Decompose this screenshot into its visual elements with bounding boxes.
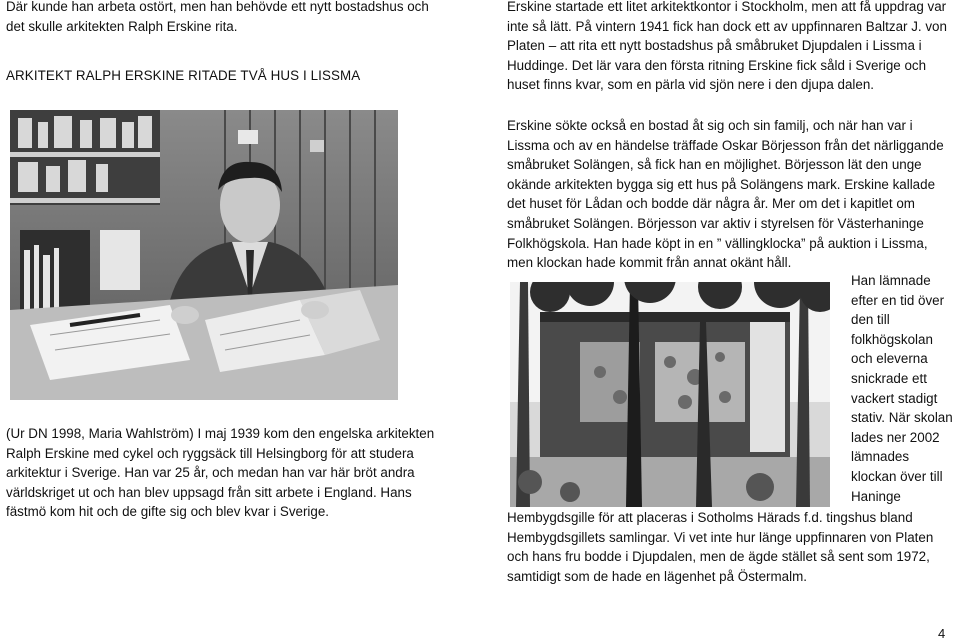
- side-paragraph: Han lämnade efter en tid över den till folkhögskolan och eleverna snickrade ett vackert stadigt stativ. När skolan lades ner 2002 lämnades klockan över till Haninge: [851, 273, 953, 504]
- erskine-portrait-photo: [10, 110, 398, 400]
- paragraph-2: Erskine sökte också en bostad åt sig och sin familj, och när han var i Lissma och av en händelse träffade Oskar Börjesson från det närliggande småbruket Solängen, så fick han en möjlighet. Börjesson lät den unge okände arkitekten bygga sig ett hus på Solängens mark. Erskine kallade det huset för Lådan och bodde där några år. Mer om det i kapitlet om småbruket Solängen. Börjesson var aktiv i styrelsen för Västerhaninge Folkhögskola. Han hade köpt in en ” vällingklocka” på auktion i Lissma, men klockan hade kommit från annat okänt håll.: [507, 118, 944, 271]
- photo-caption: (Ur DN 1998, Maria Wahlström) I maj 1939 kom den engelska arkitekten Ralph Erskine med cykel och ryggsäck till Helsingborg för att studera arkitektur i Sverige. Han var 25 år, och medan han var här bröt andra världskriget ut och han blev uppsagd från sitt arbete i England. Hans fästmö kom hit och de gifte sig och blev kvar i Sverige.: [6, 426, 435, 520]
- house-photo: [510, 282, 830, 507]
- paragraph-3: Hembygdsgille för att placeras i Sotholms Härads f.d. tingshus bland Hembygdsgillets samlingar. Vi vet inte hur länge uppfinnaren von Platen och hans fru bodde i Djupdalen, men de ägde stället så sent som 1972, samtidigt som de hade en lägenhet på Östermalm.: [507, 510, 934, 584]
- page-number: 4: [938, 626, 946, 641]
- paragraph-1: Erskine startade ett litet arkitektkontor i Stockholm, men att få uppdrag var inte så lätt. På vintern 1941 fick han dock ett av uppfinnaren Baltzar J. von Platen – att rita ett nytt bostadshus på småbruket Djupdalen i Lissma i Huddinge. Det lär vara den första ritning Erskine fick såld i Sverige och huset finns kvar, som en pärla vid sjön nere i den djupa dalen.: [507, 0, 947, 93]
- section-heading: ARKITEKT RALPH ERSKINE RITADE TVÅ HUS I LISSMA: [6, 68, 361, 83]
- intro-paragraph: Där kunde han arbeta ostört, men han behövde ett nytt bostadshus och det skulle arkitekten Ralph Erskine rita.: [6, 0, 429, 34]
